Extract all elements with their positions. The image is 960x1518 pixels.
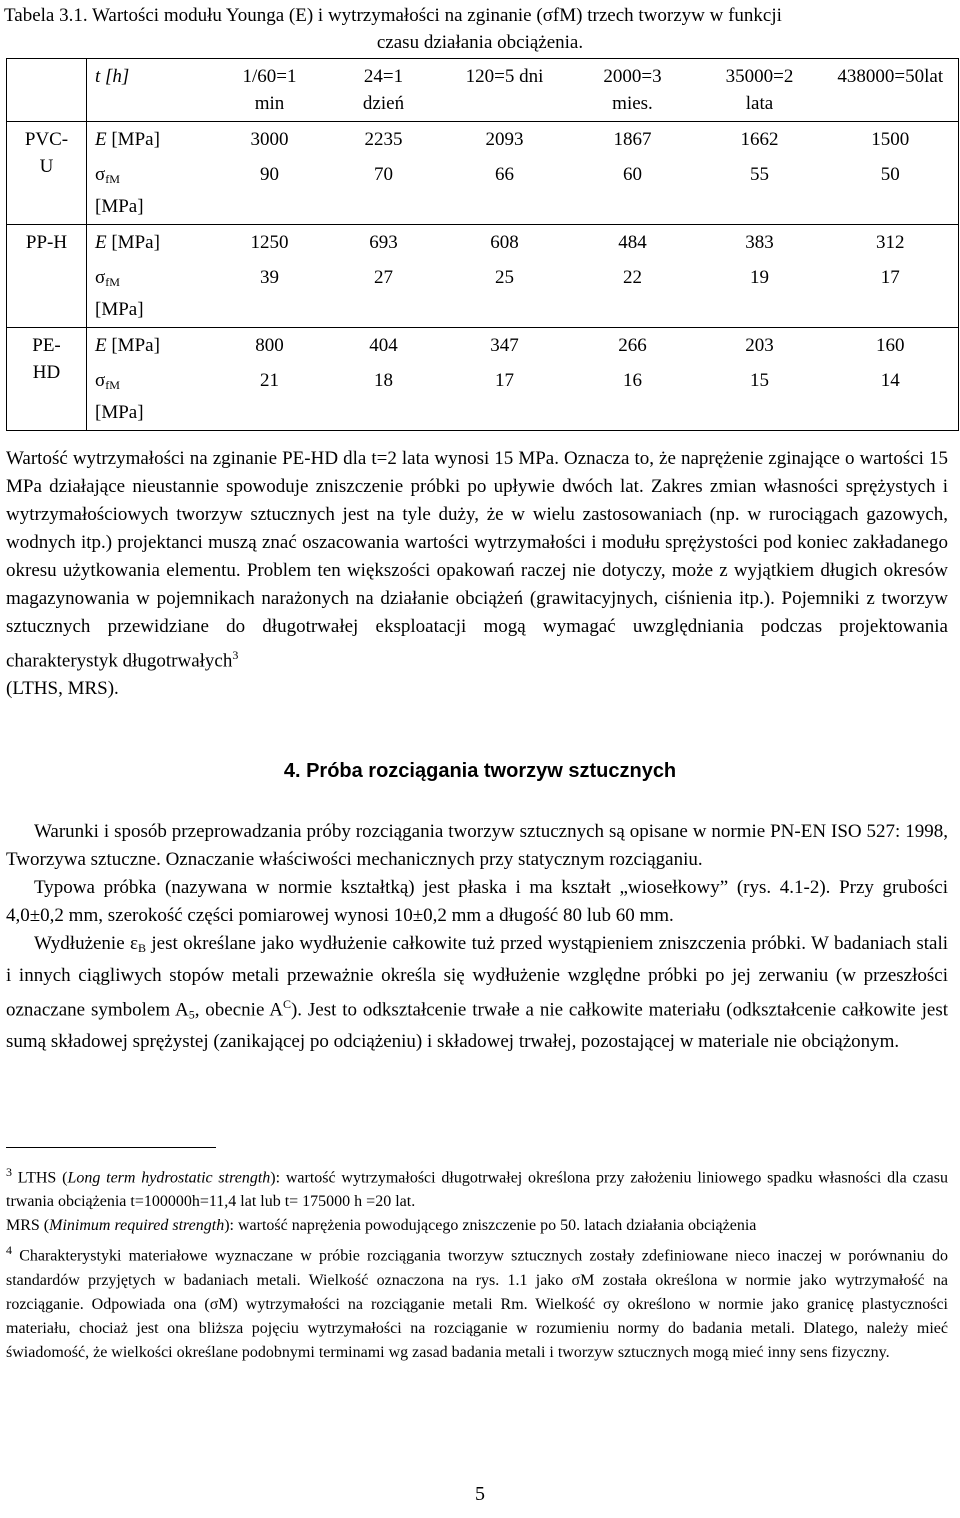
page-number: 5: [475, 1483, 485, 1505]
header-col-1: 1/60=1 min: [213, 59, 327, 122]
row-label-e: E [MPa]: [87, 328, 213, 364]
table-cell: 266: [569, 328, 697, 364]
paragraph-text: Wartość wytrzymałości na zginanie PE-HD dla t=2 lata wynosi 15 MPa. Oznacza to, że naprężenie zginające o wartości 15 MPa działające nieustannie spowoduje zniszczenie próbki po upływie dwóch lat. Zakres zmian własności sprężystych i wytrzymałościowych tworzyw sztucznych jest na tyle duży, że w wielu zastosowaniach (np. w rurociągach gazowych, wodnych itp.) projektanci muszą znać oszacowania wartości wytrzymałości i modułu sprężystości pod koniec zakładanego okresu użytkowania elementu. Problem ten większości opakowań raczej nie dotyczy, może z wyjątkiem długich okresów magazynowania w pojemnikach narażonych na działanie obciążeń (grawitacyjnych, ciśnienia itp.). Pojemniki z tworzyw sztucznych przewidziane do długotrwałej eksploatacji mogą wymagać uwzględniania podczas projektowania charakterystyk długotrwałych: [6, 448, 948, 672]
header-time-label: t [h]: [87, 59, 213, 122]
paragraph-elongation: Wydłużenie $\varepsilon_B$ jest określane jako wydłużenie całkowite tuż przed wystąpieniem zniszczenia próbki. W badaniach stali i innych ciągliwych stopów metali przeważnie określa się wydłużenie względne próbki po jej zerwaniu (w przeszłości oznaczane symbolem $A_5$, obecnie $A^C$). Jest to odkształcenie trwałe a nie całkowite materiału (odkształcenie całkowite jest sumą składowej sprężystej (zanikającej po odciążeniu) i składowej trwałej, pozostającej w materiale nie obciążonym.: [6, 933, 948, 1053]
table-cell: 160: [823, 328, 959, 364]
section-body: [6, 818, 948, 1056]
paragraph-norm: Warunki i sposób przeprowadzania próby rozciągania tworzyw sztucznych są opisane w normie PN-EN ISO 527: 1998, Tworzywa sztuczne. Oznaczanie właściwości mechanicznych przy statycznym rozciąganiu.: [6, 821, 948, 870]
table-cell: 17: [823, 260, 959, 328]
table-cell: 27: [374, 267, 393, 288]
table-cell: 50: [823, 157, 959, 225]
footnote-separator: [6, 1147, 216, 1148]
table-row: [7, 328, 959, 364]
table-corner-cell: [7, 59, 87, 122]
table-cell: 1662: [697, 122, 823, 158]
table-row: [7, 260, 959, 328]
table-cell: 22: [623, 267, 642, 288]
row-label-sigma: $\sigma_{fM}$ [MPa]: [95, 164, 144, 217]
table-cell: 90: [260, 164, 279, 185]
table-cell: 203: [697, 328, 823, 364]
row-label-e: E [MPa]: [87, 122, 213, 158]
table-row: [7, 225, 959, 261]
table-cell: 16: [569, 363, 697, 431]
table-row: [7, 363, 959, 431]
footnote-3: $^3$ LTHS (Long term hydrostatic strength): wartość wytrzymałości długotrwałej określona przy założeniu liniowego spadku własności dla czasu trwania obciążenia t=100000h=11,4 lat lub t= 175000 h =20 lat.: [6, 1165, 948, 1211]
table-cell: 2093: [441, 122, 569, 158]
table-cell: 608: [441, 225, 569, 261]
table-cell: 25: [495, 267, 514, 288]
table-cell: 404: [327, 328, 441, 364]
table-cell: 15: [697, 363, 823, 431]
table-cell: 3000: [213, 122, 327, 158]
table-cell: 60: [623, 164, 642, 185]
header-col-2: 24=1 dzień: [327, 59, 441, 122]
group-label-pe-hd: PE- HD: [7, 328, 87, 431]
table-cell: 312: [823, 225, 959, 261]
table-cell: 17: [441, 363, 569, 431]
table-cell: 21: [213, 363, 327, 431]
table-cell: 484: [569, 225, 697, 261]
caption-line-2: czasu działania obciążenia.: [376, 32, 584, 53]
header-col-3: 120=5 dni: [441, 59, 569, 122]
paragraph-bending-strength: [6, 445, 948, 703]
footnotes: [6, 1160, 948, 1365]
row-label-e: E [MPa]: [87, 225, 213, 261]
table-cell: 70: [374, 164, 393, 185]
group-label-pp-h: PP-H: [7, 225, 87, 328]
table-cell: 800: [213, 328, 327, 364]
table-cell: 39: [260, 267, 279, 288]
table-cell: 55: [750, 164, 769, 185]
table-cell: 2235: [327, 122, 441, 158]
table-cell: 66: [495, 164, 514, 185]
table-row: [7, 122, 959, 158]
table-header-row: [7, 59, 959, 122]
table-row: [7, 157, 959, 225]
table-cell: 693: [327, 225, 441, 261]
row-label-sigma: $\sigma_{fM}$ [MPa]: [95, 267, 144, 320]
table-cell: 1250: [213, 225, 327, 261]
footnote-3-mrs: MRS (Minimum required strength): wartość naprężenia powodującego zniszczenie po 50. latach działania obciążenia: [6, 1217, 757, 1235]
paragraph-text-end: (LTHS, MRS).: [6, 678, 119, 700]
table-cell: 18: [327, 363, 441, 431]
table-cell: 1500: [823, 122, 959, 158]
table-cell: 14: [823, 363, 959, 431]
footnote-ref: 3: [232, 648, 239, 662]
header-col-5: 35000=2 lata: [697, 59, 823, 122]
table-cell: 19: [750, 267, 769, 288]
footnote-4: $^4$ Charakterystyki materiałowe wyznaczane w próbie rozciągania tworzyw sztucznych zostały zdefiniowane nieco inaczej w porównaniu do standardów przyjętych w badaniach metali. Wielkość oznaczona na rys. 1.1 jako σM została określona w normie jako wytrzymałość na rozciąganie. Odpowiada ona (σM) wytrzymałości na rozciąganie metali Rm. Wielkość σy określono w normie jako granicę plastyczności materiału, chociaż jest ona bliższa pojęciu wytrzymałości na rozciąganie w rozumieniu normy do badania metali. Dlatego, należy mieć świadomość, że wielkości określane podobnymi terminami wg zasad badania metali i tworzyw sztucznych mogą mieć inny sens fizyczny.: [6, 1243, 948, 1361]
caption-line-1: Tabela 3.1. Wartości modułu Younga (E) i wytrzymałości na zginanie (σfM) trzech tworzyw w funkcji: [4, 5, 782, 26]
table-cell: 1867: [569, 122, 697, 158]
section-title: 4. Próba rozciągania tworzyw sztucznych: [283, 760, 677, 782]
table-cell: 347: [441, 328, 569, 364]
table-caption: [4, 2, 956, 56]
paragraph-specimen: Typowa próbka (nazywana w normie kształtką) jest płaska i ma kształt „wiosełkowy” (rys. 4.1-2). Przy grubości 4,0±0,2 mm, szerokość części pomiarowej wynosi 10±0,2 mm a długość 80 lub 60 mm.: [6, 877, 948, 926]
header-col-4: 2000=3 mies.: [569, 59, 697, 122]
header-col-6: 438000=50lat: [823, 59, 959, 122]
table-cell: 383: [697, 225, 823, 261]
row-label-sigma: $\sigma_{fM}$ [MPa]: [87, 363, 213, 431]
group-label-pvc-u: PVC- U: [7, 122, 87, 225]
data-table: [6, 58, 959, 431]
